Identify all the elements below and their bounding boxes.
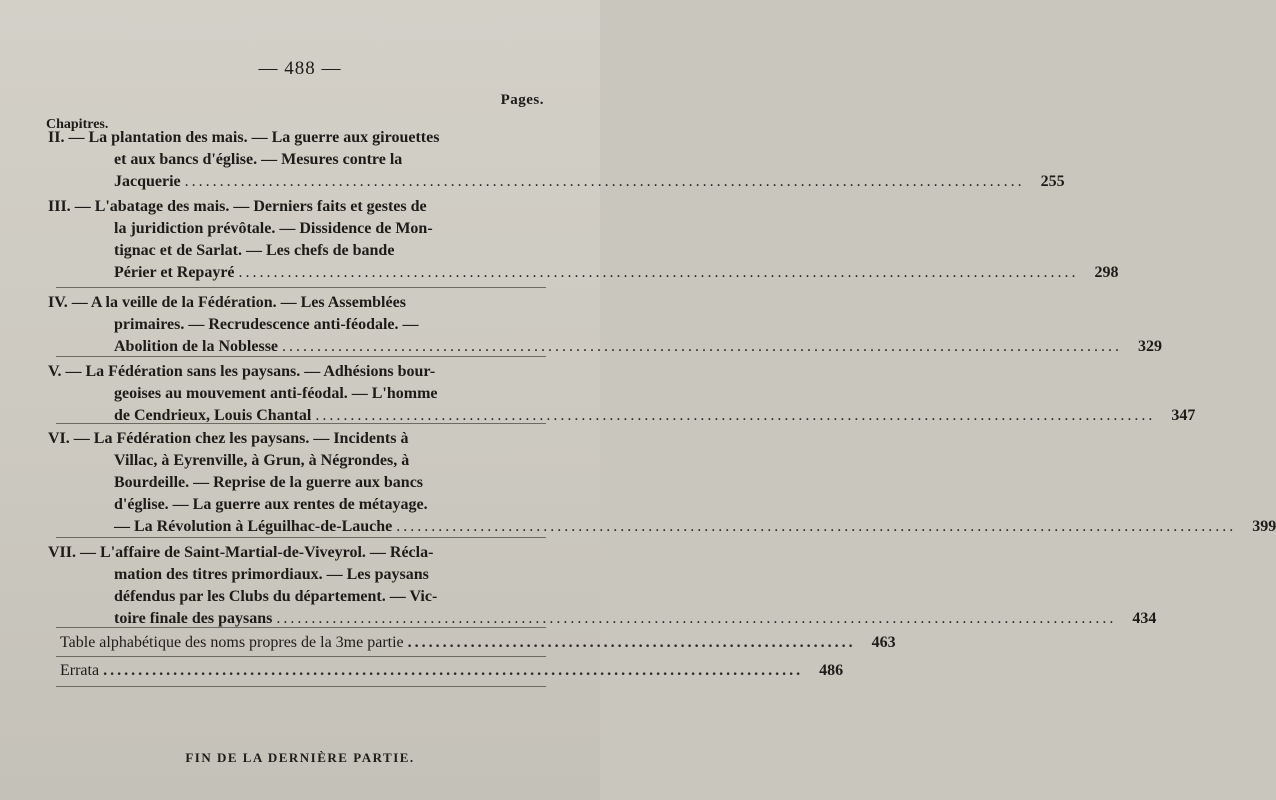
chapter-page-number: 298 — [1094, 264, 1119, 281]
leader-dots: ........................................................................................................................ — [238, 264, 1079, 281]
chapter-numeral: IV. — [48, 294, 68, 311]
divider — [56, 356, 546, 357]
leader-dots: ........................................................................................................................ — [282, 338, 1123, 355]
toc-entry-first-line — [48, 361, 534, 383]
chapter-title-end: Jacquerie — [114, 173, 181, 190]
chapter-title-line: primaires. — Recrudescence anti-féodale. — — [114, 316, 419, 333]
toc-entry-first-line — [48, 127, 534, 149]
divider — [56, 423, 546, 424]
table-alphabetique-text: Table alphabétique des noms propres de la 3me partie — [60, 634, 404, 651]
chapter-page-number: 347 — [1171, 407, 1196, 424]
chapters-column-label: Chapitres. — [46, 117, 109, 132]
toc-entry-first-line — [48, 428, 534, 450]
errata-text: Errata — [60, 662, 100, 679]
pages-column-label: Pages. — [500, 92, 544, 108]
chapter-title-line: la juridiction prévôtale. — Dissidence de Mon- — [114, 220, 433, 237]
chapter-numeral: II. — [48, 129, 65, 146]
leader-dots: ................................................................ — [407, 634, 856, 651]
toc-entry — [48, 127, 1065, 193]
chapter-title-line: geoises au mouvement anti-féodal. — L'homme — [114, 385, 438, 402]
toc-entry-last-line — [72, 262, 1119, 284]
divider — [56, 287, 546, 288]
chapter-title-end: toire finale des paysans — [114, 610, 273, 627]
chapter-title-end: Abolition de la Noblesse — [114, 338, 279, 355]
toc-entry-last-line — [72, 516, 1276, 538]
end-note: FIN DE LA DERNIÈRE PARTIE. — [185, 750, 415, 765]
chapter-title-line: et aux bancs d'église. — Mesures contre la — [114, 151, 403, 168]
chapter-numeral: V. — [48, 363, 62, 380]
divider — [56, 537, 546, 538]
chapter-title-line: défendus par les Clubs du département. — Vic- — [114, 588, 438, 605]
leader-dots: ........................................................................................................................ — [184, 173, 1025, 190]
toc-entry-first-line — [48, 292, 534, 314]
chapter-title-line: — La Fédération sans les paysans. — Adhésions bour- — [65, 363, 436, 380]
chapter-page-number: 255 — [1040, 173, 1065, 190]
chapter-numeral: III. — [48, 198, 71, 215]
divider — [56, 686, 546, 687]
divider — [56, 656, 546, 657]
chapter-title-end: — La Révolution à Léguilhac-de-Lauche — [114, 518, 393, 535]
chapter-page-number: 399 — [1252, 518, 1276, 535]
chapter-title-line: Bourdeille. — Reprise de la guerre aux bancs — [114, 474, 424, 491]
chapter-page-number: 434 — [1132, 610, 1157, 627]
leader-dots: ........................................................................................................................ — [396, 518, 1237, 535]
chapter-title-line: — L'affaire de Saint-Martial-de-Viveyrol. — Récla- — [80, 544, 434, 561]
chapter-title-end: de Cendrieux, Louis Chantal — [114, 407, 312, 424]
toc-entry-last-line — [72, 336, 1163, 358]
chapter-title-line: — La Fédération chez les paysans. — Incidents à — [73, 430, 409, 447]
table-alphabetique-entry — [60, 632, 896, 654]
chapter-title-line: — A la veille de la Fédération. — Les Assemblées — [71, 294, 406, 311]
table-alphabetique-page: 463 — [871, 634, 896, 651]
toc-entry-first-line — [48, 196, 534, 218]
toc-entry — [48, 196, 1119, 284]
leader-dots: ........................................................................................................................ — [276, 610, 1117, 627]
page-number: — 488 — — [258, 58, 342, 79]
toc-entry-last-line — [72, 171, 1065, 193]
chapter-numeral: VI. — [48, 430, 70, 447]
toc-entry — [48, 428, 1276, 538]
chapter-numeral: VII. — [48, 544, 77, 561]
toc-entry — [48, 292, 1163, 358]
leader-dots: ........................................................................................................................ — [315, 407, 1156, 424]
chapter-title-line: d'église. — La guerre aux rentes de métayage. — [114, 496, 428, 513]
chapter-title-line: — L'abatage des mais. — Derniers faits et gestes de — [74, 198, 427, 215]
toc-entry-first-line — [48, 542, 534, 564]
chapter-page-number: 329 — [1138, 338, 1163, 355]
divider — [56, 627, 546, 628]
toc-entry — [48, 361, 1196, 427]
toc-entry — [48, 542, 1157, 630]
chapter-title-end: Périer et Repayré — [114, 264, 235, 281]
chapter-title-line: Villac, à Eyrenville, à Grun, à Négrondes, à — [114, 452, 410, 469]
chapter-title-line: tignac et de Sarlat. — Les chefs de bande — [114, 242, 395, 259]
errata-entry — [60, 660, 844, 682]
chapter-title-line: — La plantation des mais. — La guerre aux girouettes — [68, 129, 440, 146]
leader-dots: .................................................................................................... — [103, 662, 804, 679]
errata-page: 486 — [819, 662, 844, 679]
chapter-title-line: mation des titres primordiaux. — Les paysans — [114, 566, 429, 583]
